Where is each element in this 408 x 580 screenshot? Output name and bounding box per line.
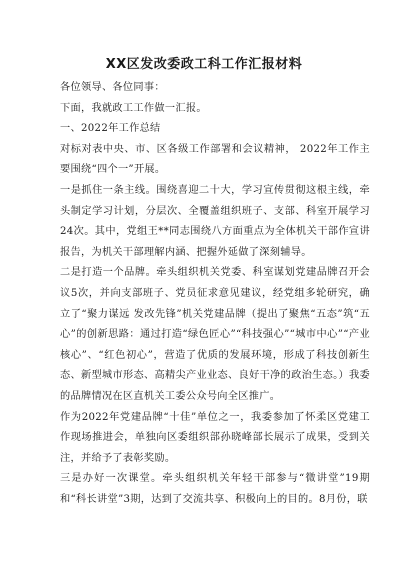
paragraph: 三是办好一次课堂。牵头组织机关年轻干部参与“微讲堂”19期和“科长讲堂”3期，达到了交流共享、积极向上的目的。8月份，联 <box>60 473 370 505</box>
intro-paragraph: 下面，我就政工工作做一汇报。 <box>60 102 207 114</box>
document-title: XX区发改委政工科工作汇报材料 <box>105 57 303 72</box>
salutation: 各位领导、各位同事： <box>60 82 165 93</box>
paragraph: 作为2022年党建品牌“十佳”单位之一，我委参加了怀柔区党建工作现场推进会，单独向区委组织部孙晓峰部长展示了成果，受到关注，并给予了表彰奖励。 <box>60 411 370 464</box>
paragraph: 二是打造一个品牌。牵头组织机关党委、科室谋划党建品牌召开会议5次，并向支部班子、党员征求意见建议，经党组多轮研究，确立了“聚力谋远 发改先锋”机关党建品牌（提出了聚焦“五态”筑“五心”的创新思路：通过打造“绿色匠心”“科技强心”“城市中心”“产业核心”、“红色初心”，营造了优质的发展环境，形成了科技创新生态、新型城市形态、高精尖产业业态、良好干净的政治生态。）我委的品牌情况在区直机关工委公众号向全区推广。 <box>60 267 370 402</box>
paragraph: 对标对表中央、市、区各级工作部署和会议精神， 2022年工作主要围绕“四个一”开展。 <box>60 143 370 176</box>
section-heading: 一、2022年工作总结 <box>60 123 161 135</box>
paragraph: 一是抓住一条主线。围绕喜迎二十大，学习宣传贯彻这根主线，牵头制定学习计划，分层次、全覆盖组织班子、支部、科室开展学习24次。其中，党组王**同志围绕八方面重点为全体机关干部作宣讲报告，为机关干部理解内涵、把握外延做了深刻辅导。 <box>60 184 370 258</box>
document-body <box>60 78 370 510</box>
